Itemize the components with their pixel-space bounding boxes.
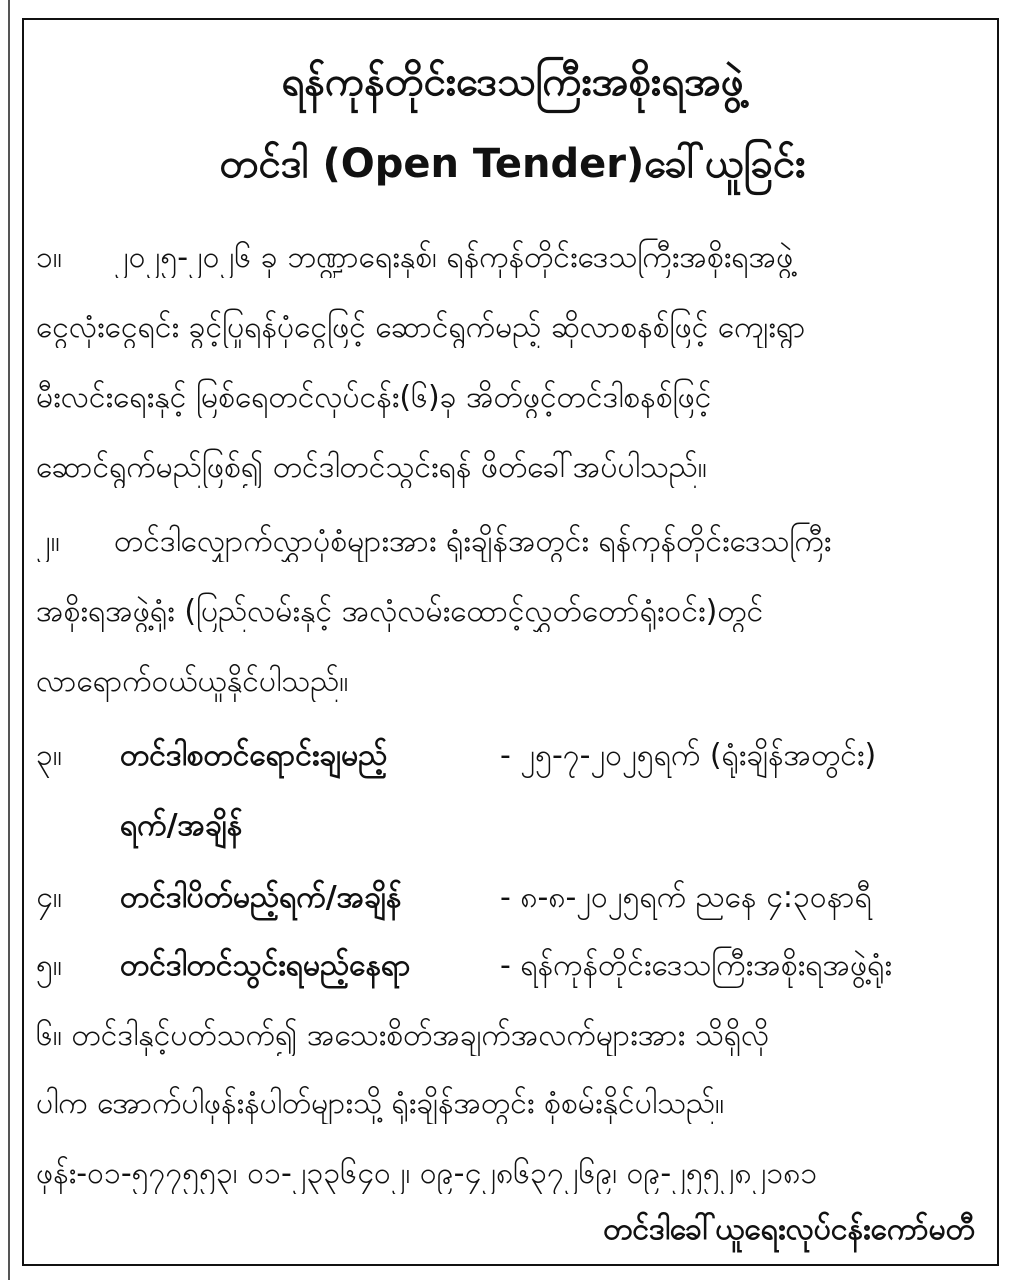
signature-committee: တင်ဒါခေါ်ယူရေးလုပ်ငန်းကော်မတီ: [603, 1212, 975, 1247]
para1-text-line1: ၂၀၂၅-၂၀၂၆ ခု ဘဏ္ဍာရေးနှစ်၊ ရန်ကုန်တိုင်းဒေသကြီးအစိုးရအဖွဲ့: [114, 240, 794, 275]
notice-title-line2: တင်ဒါ (Open Tender)ခေါ်ယူခြင်း: [219, 141, 806, 187]
item4-label: တင်ဒါပိတ်မည့်ရက်/အချိန်: [120, 880, 402, 915]
item3-label: တင်ဒါစတင်ရောင်းချမည့်: [120, 738, 388, 773]
para2-line3: လာရောက်ဝယ်ယူနိုင်ပါသည်။: [36, 664, 349, 699]
para6-number: ၆။: [36, 1018, 62, 1053]
scan-edge-line: [8, 0, 10, 1280]
item5-label: တင်ဒါတင်သွင်းရမည့်နေရာ: [120, 948, 411, 983]
para2-line2: အစိုးရအဖွဲ့ရုံး (ပြည်လမ်းနှင့် အလုံလမ်းထောင့်လွှတ်တော်ရုံးဝင်း)တွင်: [36, 594, 764, 629]
notice-title-line1: ရန်ကုန်တိုင်းဒေသကြီးအစိုးရအဖွဲ့: [281, 59, 744, 105]
item4-value: - ၈-၈-၂၀၂၅ရက် ညနေ ၄:၃၀နာရီ: [500, 880, 872, 915]
para6-line2: ပါက အောက်ပါဖုန်းနံပါတ်များသို့ ရုံးချိန်အတွင်း စုံစမ်းနိုင်ပါသည်။: [36, 1086, 725, 1121]
para6-line1: [24, 1016, 1013, 1056]
para1-line3: မီးလင်းရေးနှင့် မြစ်ရေတင်လုပ်ငန်း(၆)ခု အိတ်ဖွင့်တင်ဒါစနစ်ဖြင့်: [36, 380, 712, 415]
item5-value: - ရန်ကုန်တိုင်းဒေသကြီးအစိုးရအဖွဲ့ရုံး: [500, 948, 893, 983]
para1-number: ၁။: [36, 240, 62, 275]
item5-number: ၅။: [36, 948, 62, 983]
para6-text-line1: တင်ဒါနှင့်ပတ်သက်၍ အသေးစိတ်အချက်အလက်များအား သိရှိလို: [71, 1018, 770, 1053]
item3-number: ၃။: [36, 738, 62, 773]
para1-line1: [24, 238, 1013, 278]
para1-line4: ဆောင်ရွက်မည်ဖြစ်၍ တင်ဒါတင်သွင်းရန် ဖိတ်ခေါ်အပ်ပါသည်။: [36, 450, 707, 485]
phone-numbers: ဖုန်း-၀၁-၅၇၇၅၅၃၊ ၀၁-၂၃၃၆၄၀၂၊ ၀၉-၄၂၈၆၃၇၂၆၉၊ ၀၉-၂၅၅၂၈၂၁၈၁: [36, 1156, 818, 1191]
item3-value: - ၂၅-၇-၂၀၂၅ရက် (ရုံးချိန်အတွင်း): [500, 738, 877, 773]
notice-frame: [22, 18, 999, 1266]
item3-label-cont: ရက်/အချိန်: [120, 808, 243, 843]
para2-line1: [24, 522, 1013, 562]
para2-text-line1: တင်ဒါလျှောက်လွှာပုံစံများအား ရုံးချိန်အတွင်း ရန်ကုန်တိုင်းဒေသကြီး: [114, 524, 832, 559]
item4-number: ၄။: [36, 880, 62, 915]
para2-number: ၂။: [36, 524, 60, 559]
para1-line2: ငွေလုံးငွေရင်း ခွင့်ပြုရန်ပုံငွေဖြင့် ဆောင်ရွက်မည့် ဆိုလာစနစ်ဖြင့် ကျေးရွာ: [36, 310, 806, 345]
